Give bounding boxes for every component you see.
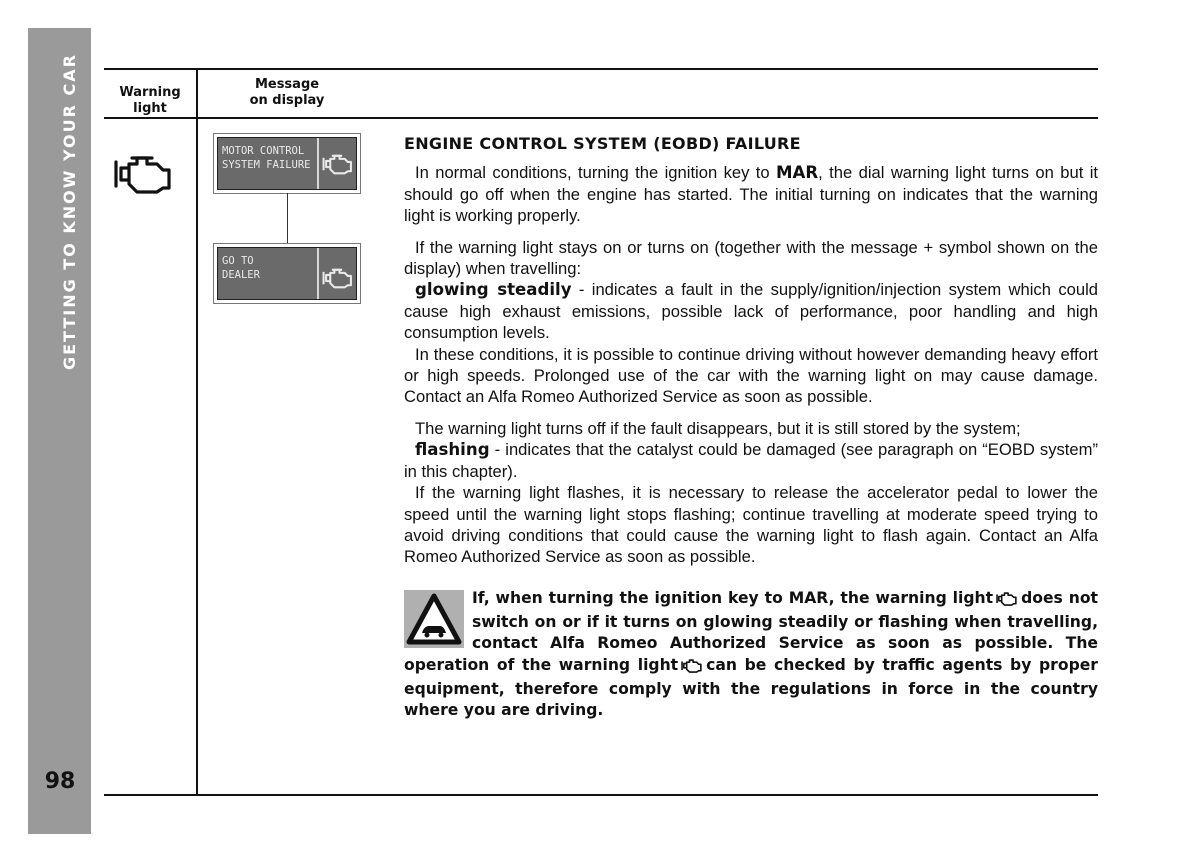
warning-text: does not switch on or if it turns on glowing steadily or flashing when travelling, contact Alfa Romeo Authorized Service as soon as possible. The operation of the warning light [404, 589, 1099, 674]
keyword: flashing [415, 440, 490, 460]
paragraph-release-pedal: If the warning light flashes, it is necessary to release the accelerator pedal to lower the speed until the warning light stops flashing; continue travelling at moderate speed trying to avoid driving conditions that could cause the warning light to flash again. Contact an Alfa Romeo Authorized Service as soon as possible. [404, 483, 1098, 567]
paragraph-glowing-steadily [404, 279, 1098, 343]
section-title: GETTING TO KNOW YOUR CAR [60, 53, 79, 370]
engine-icon [996, 590, 1018, 612]
paragraph-continue-driving: In these conditions, it is possible to continue driving without however demanding heavy effort or high speeds. Prolonged use of the car with the warning light on may cause damage. Contact an Alfa Romeo Authorized Service as soon as possible. [404, 344, 1098, 407]
table-header-rule [104, 117, 1098, 119]
paragraph-normal-conditions [404, 162, 1098, 226]
column-divider [196, 68, 198, 796]
description [404, 133, 1098, 568]
key-position: MAR [776, 163, 819, 183]
engine-icon [322, 265, 354, 294]
text: - indicates that the catalyst could be damaged (see paragraph on “EOBD system” in this chapter). [404, 440, 1098, 481]
header-message-line2: on display [249, 93, 325, 108]
text: In normal conditions, turning the ignition key to [415, 163, 777, 183]
keyword: glowing steadily [415, 280, 572, 300]
engine-icon [681, 657, 703, 679]
header-warning-light: Warning light [119, 85, 181, 116]
paragraph-stays-on: If the warning light stays on or turns on (together with the message + symbol shown on the display) when travelling: [404, 237, 1098, 279]
engine-icon [322, 151, 354, 180]
display-separator [317, 248, 319, 299]
table-bottom-rule [104, 794, 1098, 796]
panel-connector [287, 193, 288, 243]
paragraph-turns-off: The warning light turns off if the fault disappears, but it is still stored by the system; [415, 418, 1021, 438]
warning-text: can be checked by traffic agents by proper equipment, therefore comply with the regulations in force in the country where you are driving. [404, 655, 1098, 720]
display-panel-system-failure [213, 133, 361, 194]
text: , the dial warning light turns on but it should go off when the engine has started. The initial turning on indicates that the warning light is working properly. [404, 163, 1098, 226]
warning-text: If, when turning the ignition key to MAR, the warning light [472, 589, 994, 607]
warning-triangle-icon [404, 590, 464, 648]
display-panel-go-to-dealer [213, 243, 361, 304]
display-text: GO TO DEALER [222, 255, 260, 281]
display-screen [217, 137, 357, 190]
display-text: MOTOR CONTROL SYSTEM FAILURE [222, 145, 311, 171]
section-heading: ENGINE CONTROL SYSTEM (EOBD) FAILURE [404, 134, 801, 153]
paragraph-flashing [404, 439, 1098, 482]
display-separator [317, 138, 319, 189]
header-message-display [228, 77, 346, 109]
warning-note [404, 588, 1098, 721]
table-top-rule [104, 68, 1098, 70]
engine-warning-light-icon [113, 150, 175, 199]
header-message-line1: Message [254, 77, 320, 92]
display-screen [217, 247, 357, 300]
text: - indicates a fault in the supply/ignition/injection system which could cause high exhaust emissions, possible lack of performance, poor handling and high consumption levels. [404, 280, 1098, 343]
page-number: 98 [44, 769, 76, 794]
